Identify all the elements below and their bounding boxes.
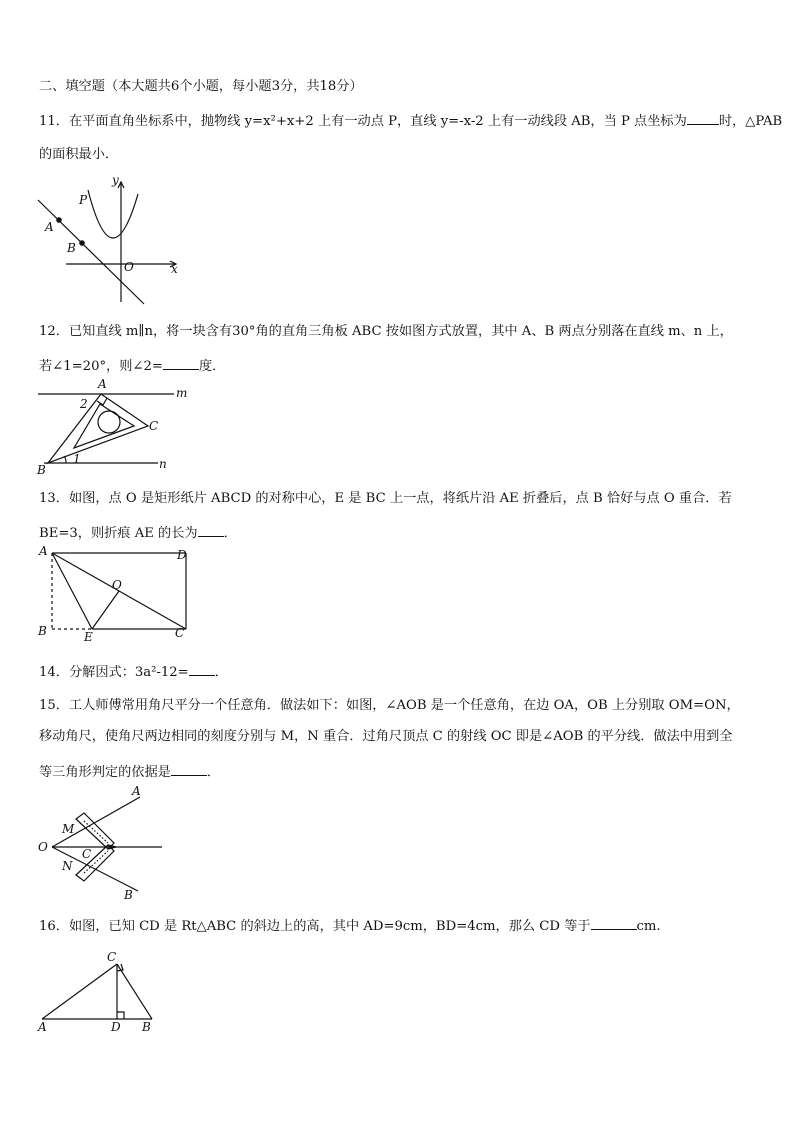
label-b: B — [67, 241, 76, 255]
label-o: O — [112, 578, 122, 592]
q11-figure — [36, 172, 196, 312]
q11-answer-blank[interactable] — [687, 110, 719, 125]
label-a: A — [38, 1020, 47, 1034]
side-cb — [117, 964, 152, 1019]
q13-text-a: BE=3，则折痕 AE 的长为 — [39, 526, 198, 541]
point-b — [80, 241, 84, 245]
label-m: M — [62, 822, 75, 836]
label-b: B — [142, 1020, 151, 1034]
q15-line3 — [39, 761, 774, 782]
label-n: N — [62, 859, 73, 873]
q16-line — [39, 915, 774, 936]
q16-text-a: 16．如图，已知 CD 是 Rt△ABC 的斜边上的高，其中 AD=9cm，BD=4cm，那么 CD 等于 — [39, 919, 591, 934]
q15-text-a: 等三角形判定的依据是 — [39, 765, 171, 780]
q14-answer-blank[interactable] — [189, 661, 215, 676]
q11-line1 — [39, 110, 783, 131]
q13-line2 — [39, 522, 774, 543]
q16-text-b: cm. — [636, 919, 661, 934]
label-y: y — [112, 173, 119, 187]
label-n: n — [159, 457, 167, 471]
label-2: 2 — [80, 397, 88, 411]
q14-line — [39, 661, 774, 682]
label-b: B — [38, 624, 47, 638]
section-title: 二、填空题（本大题共6个小题，每小题3分，共18分） — [39, 79, 363, 94]
label-o: O — [38, 840, 48, 854]
q15-line2: 移动角尺，使角尺两边相同的刻度分别与 M，N 重合．过角尺顶点 C 的射线 OC 即是∠AOB 的平分线．做法中用到全 — [39, 729, 733, 744]
label-c: C — [175, 626, 185, 640]
triangle-abc — [48, 394, 148, 463]
label-b: B — [124, 888, 133, 902]
label-c: C — [82, 847, 92, 861]
label-a: A — [39, 544, 48, 558]
q16-answer-blank[interactable] — [591, 915, 637, 930]
label-a: A — [132, 784, 141, 798]
parabola — [88, 190, 138, 238]
label-d: D — [177, 548, 187, 562]
side-ac — [42, 964, 117, 1019]
label-m: m — [176, 386, 188, 400]
q11-text-b: 时，△PAB — [718, 114, 783, 129]
q11-line2: 的面积最小． — [39, 147, 119, 162]
label-a: A — [98, 377, 107, 391]
q13-text-b: ． — [223, 526, 237, 541]
label-b: B — [37, 463, 46, 477]
point-a — [57, 218, 61, 222]
label-c: C — [149, 419, 159, 433]
q14-text-a: 14．分解因式：3a²-12= — [39, 665, 189, 680]
q12-line1: 12．已知直线 m∥n，将一块含有30°角的直角三角板 ABC 按如图方式放置，其中 A、B 两点分别落在直线 m、n 上， — [39, 324, 733, 339]
q12-answer-blank[interactable] — [163, 355, 199, 370]
right-angle-d — [117, 1012, 124, 1019]
label-a: A — [45, 220, 54, 234]
hole-circle — [98, 411, 120, 433]
label-d: D — [111, 1020, 121, 1034]
label-o: O — [124, 260, 134, 274]
label-c: C — [107, 950, 117, 964]
label-1: 1 — [73, 452, 81, 466]
q13-line1: 13．如图，点 O 是矩形纸片 ABCD 的对称中心，E 是 BC 上一点，将纸片沿 AE 折叠后，点 B 恰好与点 O 重合．若 — [39, 491, 732, 506]
segment-eo — [92, 591, 119, 629]
right-angle-mark-a — [97, 398, 107, 405]
q15-answer-blank[interactable] — [171, 761, 207, 776]
q12-text-a: 若∠1=20°，则∠2= — [39, 359, 163, 374]
q11-text-a: 11．在平面直角坐标系中，抛物线 y=x²+x+2 上有一动点 P，直线 y=-x-2 上有一动线段 AB，当 P 点坐标为 — [39, 114, 687, 129]
q15-text-b: ． — [206, 765, 221, 780]
line-ab — [38, 200, 144, 304]
q13-figure — [36, 545, 196, 645]
q15-figure — [36, 783, 176, 905]
label-e: E — [84, 630, 93, 644]
q12-text-b: 度． — [198, 359, 226, 374]
label-x: x — [171, 262, 178, 276]
q13-answer-blank[interactable] — [198, 522, 224, 537]
q14-text-b: ． — [214, 665, 228, 680]
q16-figure — [36, 947, 166, 1035]
label-p: P — [79, 193, 88, 207]
q12-figure — [36, 376, 206, 478]
q12-line2 — [39, 355, 774, 376]
q15-line1: 15．工人师傅常用角尺平分一个任意角．做法如下：如图，∠AOB 是一个任意角，在边 OA，OB 上分别取 OM=ON， — [39, 698, 740, 713]
